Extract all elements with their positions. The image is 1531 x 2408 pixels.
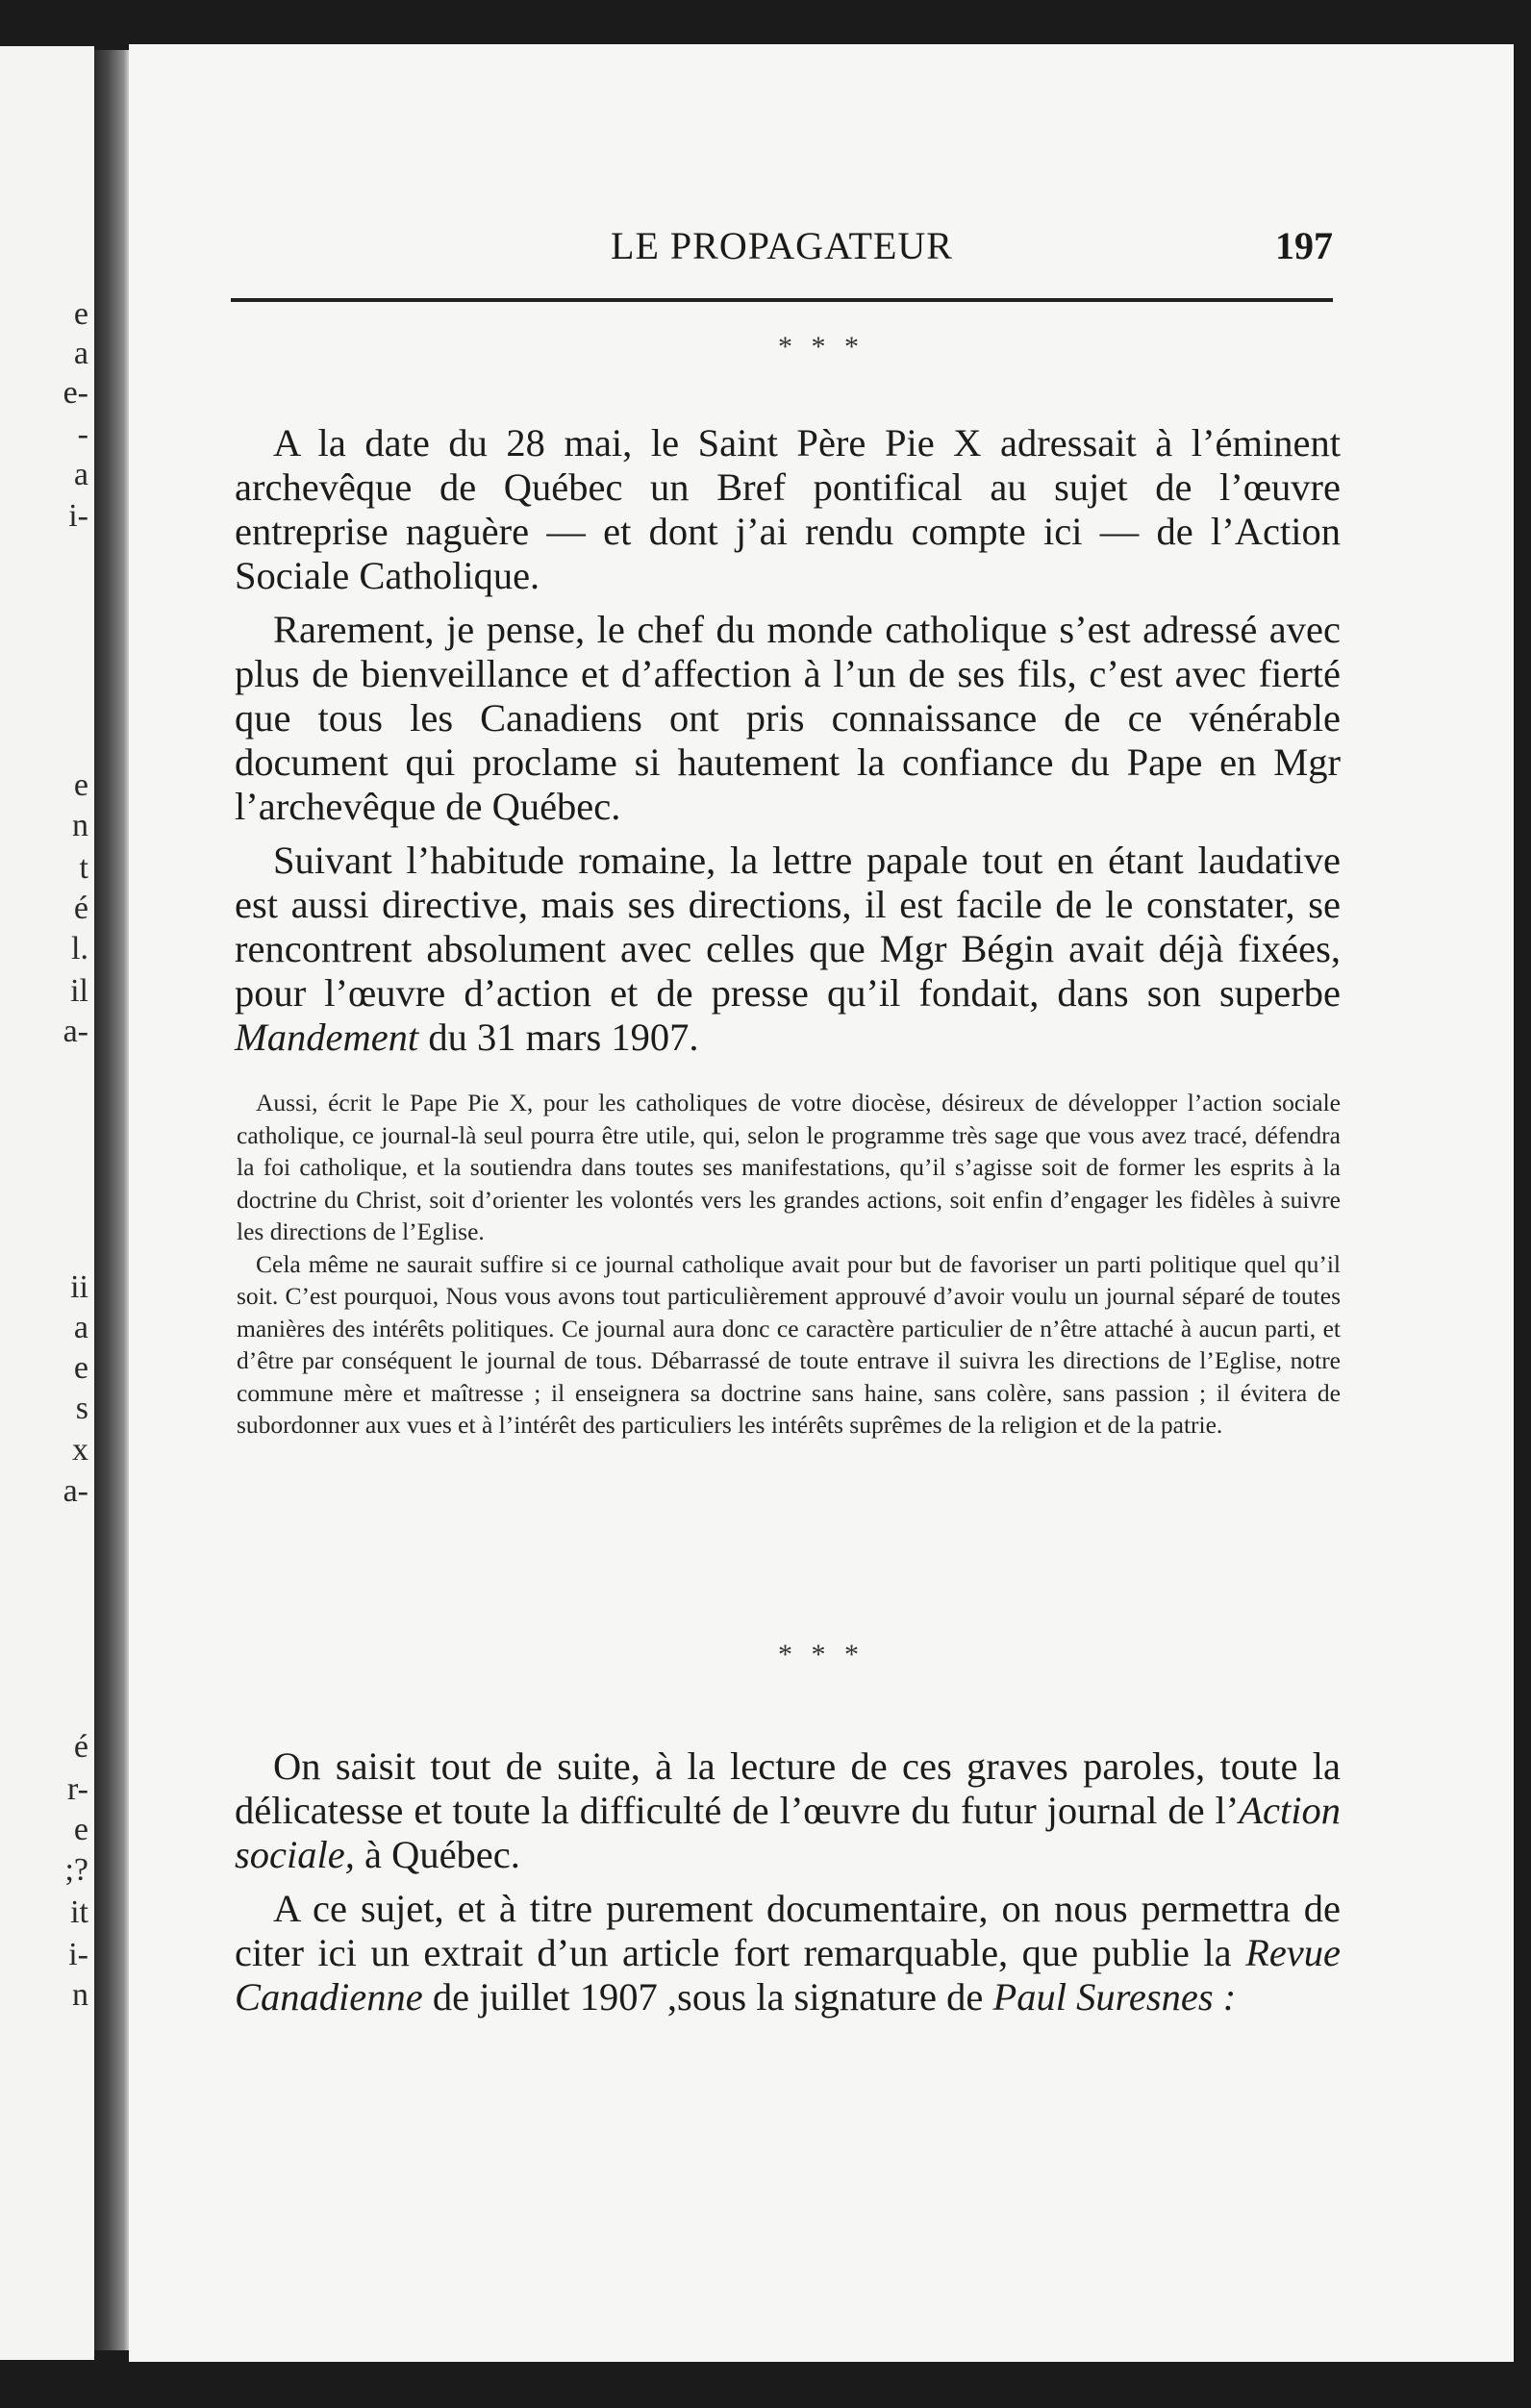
left-page-text-fragment: e (73, 296, 88, 332)
left-page-text-fragment: a (73, 457, 88, 492)
paragraph (235, 1887, 1341, 2019)
left-page-text-fragment: a- (63, 1014, 88, 1049)
quote-paragraph: Aussi, écrit le Pape Pie X, pour les catholiques de votre diocèse, désireux de développer l’action sociale catholique, ce journal-là seul pourra être utile, qui, selon le programme très sage que vous avez tracé, défendra la foi catholique, et la soutiendra dans toutes ses manifestations, qu’il s’agisse soit de former les esprits à la doctrine du Christ, soit d’orienter les volontés vers les grandes actions, soit enfin d’engager les fidèles à suivre les directions de l’Eglise. (237, 1089, 1341, 1245)
left-page-text-fragment: r- (67, 1771, 88, 1807)
section-separator: * * * (778, 331, 865, 363)
body-text-bottom (235, 1744, 1341, 2019)
left-page-text-fragment: e (73, 1350, 88, 1386)
italic-title: Action sociale, (235, 1789, 1341, 1876)
book-gutter (94, 50, 129, 2350)
left-page-text-fragment: a (73, 336, 88, 371)
left-page-text-fragment: e (73, 767, 88, 803)
italic-title: Revue Canadienne (235, 1931, 1341, 2019)
left-page-text-fragment: i- (68, 1937, 88, 1972)
running-title: LE PROPAGATEUR (611, 224, 953, 267)
page-header (231, 223, 1333, 339)
paragraph-text: de juillet 1907 ,sous la signature de (422, 1975, 993, 2019)
italic-title: Mandement (235, 1016, 419, 1059)
quote-paragraph: Cela même ne saurait suffire si ce journal catholique avait pour but de favoriser un parti politique quel qu’il soit. C’est pourquoi, Nous vous avons tout particulièrement approuvé d’avoir voulu un journal séparé de toutes manières des intérêts politiques. Ce journal aura donc ce caractère particulier de n’être attaché à aucun parti, et d’être par conséquent le journal de tous. Débarrassé de toute entrave il suivra les directions de l’Eglise, notre commune mère et maîtresse ; il enseignera sa doctrine sans haine, sans colère, sans passion ; il évitera de subordonner aux vues et à l’intérêt des particuliers les intérêts suprêmes de la religion et de la patrie. (237, 1249, 1341, 1439)
left-page-text-fragment: e (73, 1812, 88, 1847)
body-text-top (235, 421, 1341, 1060)
paragraph-text: à Québec. (354, 1833, 520, 1876)
left-page-text-fragment: it (70, 1894, 88, 1930)
left-page-text-fragment: n (72, 1977, 88, 2013)
paragraph-text: A ce sujet, et à titre purement documentaire, on nous permettra de citer ici un extrait d’un article fort remarquable, que publie la (235, 1887, 1341, 1974)
left-page-text-fragment: ;? (64, 1852, 88, 1888)
left-page-text-fragment: x (72, 1432, 88, 1467)
left-page-text-fragment: a- (63, 1473, 88, 1509)
paragraph: A la date du 28 mai, le Saint Père Pie X adressait à l’éminent archevêque de Québec un Bref pontifical au sujet de l’œuvre entreprise naguère — et dont j’ai rendu compte ici — de l’Action Sociale Catholique. (235, 421, 1341, 597)
left-page-text-fragment: - (77, 416, 88, 452)
left-page-text-fragment: i- (68, 498, 88, 534)
paragraph-text: On saisit tout de suite, à la lecture de ces graves paroles, toute la délicatesse et toute la difficulté de l’œuvre du futur journal de l’ (235, 1744, 1341, 1832)
book-page (129, 44, 1514, 2362)
left-page-fragment (0, 46, 94, 2360)
left-page-text-fragment: é (73, 890, 88, 926)
left-page-text-fragment: a (73, 1310, 88, 1345)
left-page-text-fragment: e- (63, 375, 88, 411)
left-page-text-fragment: s (75, 1391, 88, 1426)
left-page-text-fragment: l. (71, 931, 88, 966)
paragraph (235, 1744, 1341, 1877)
section-separator: * * * (778, 1639, 865, 1670)
left-page-text-fragment: n (72, 808, 88, 843)
left-page-text-fragment: é (73, 1729, 88, 1765)
block-quote (237, 1087, 1341, 1442)
paragraph-text: du 31 mars 1907. (418, 1016, 699, 1059)
left-page-text-fragment: il (70, 973, 88, 1009)
paragraph-text: Suivant l’habitude romaine, la lettre papale tout en étant laudative est aussi directive, mais ses directions, il est facile de le constater, se rencontrent absolument avec celles que Mgr Bégin avait déjà fixées, pour l’œuvre d’action et de presse qu’il fondait, dans son superbe (235, 839, 1341, 1015)
paragraph (235, 839, 1341, 1060)
header-rule (231, 298, 1333, 302)
left-page-text-fragment: t (79, 850, 88, 886)
italic-author: Paul Suresnes : (992, 1975, 1237, 2019)
left-page-text-fragment: ii (70, 1269, 88, 1305)
page-number: 197 (1275, 224, 1333, 267)
paragraph: Rarement, je pense, le chef du monde catholique s’est adressé avec plus de bienveillance et d’affection à l’un de ses fils, c’est avec fierté que tous les Canadiens ont pris connaissance de ce vénérable document qui proclame si hautement la confiance du Pape en Mgr l’archevêque de Québec. (235, 608, 1341, 828)
